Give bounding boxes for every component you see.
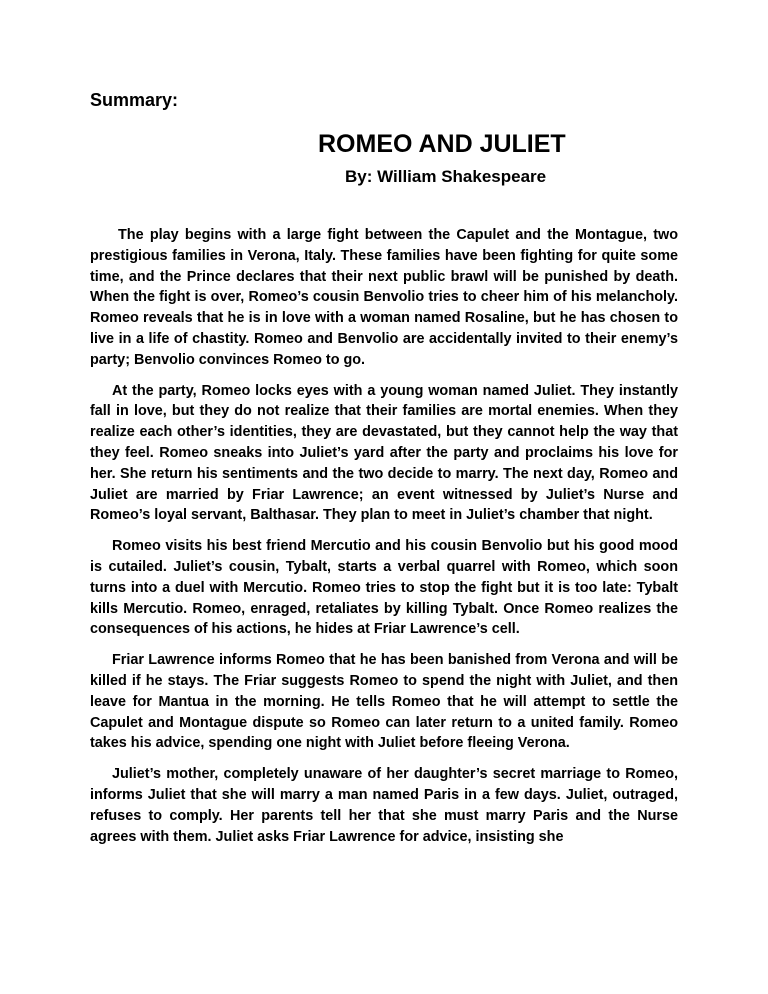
document-body	[90, 225, 678, 857]
paragraph-1: The play begins with a large fight between the Capulet and the Montague, two prestigious families in Verona, Italy. These families have been fighting for quite some time, and the Prince declares that their next public brawl will be punished by death. When the fight is over, Romeo’s cousin Benvolio tries to cheer him of his melancholy. Romeo reveals that he is in love with a woman named Rosaline, but he has chosen to live in a life of chastity. Romeo and Benvolio are accidentally invited to their enemy’s party; Benvolio convinces Romeo to go.	[90, 227, 678, 368]
paragraph-3: Romeo visits his best friend Mercutio and his cousin Benvolio but his good mood is cutailed. Juliet’s cousin, Tybalt, starts a verbal quarrel with Romeo, which soon turns into a duel with Mercutio. Romeo tries to stop the fight but it is too late: Tybalt kills Mercutio. Romeo, enraged, retaliates by killing Tybalt. Once Romeo realizes the consequences of his actions, he hides at Friar Lawrence’s cell.	[90, 538, 678, 638]
document-title: ROMEO AND JULIET	[318, 130, 566, 158]
paragraph-5: Juliet’s mother, completely unaware of her daughter’s secret marriage to Romeo, informs Juliet that she will marry a man named Paris in a few days. Juliet, outraged, refuses to comply. Her parents tell her that she must marry Paris and the Nurse agrees with them. Juliet asks Friar Lawrence for advice, insisting she	[90, 766, 678, 845]
paragraph-2: At the party, Romeo locks eyes with a young woman named Juliet. They instantly fall in love, but they do not realize that their families are mortal enemies. When they realize each other’s identities, they are devastated, but they cannot help the way that they feel. Romeo sneaks into Juliet’s yard after the party and proclaims his love for her. She return his sentiments and the two decide to marry. The next day, Romeo and Juliet are married by Friar Lawrence; an event witnessed by Juliet’s Nurse and Romeo’s loyal servant, Balthasar. They plan to meet in Juliet’s chamber that night.	[90, 382, 678, 524]
paragraph-4: Friar Lawrence informs Romeo that he has been banished from Verona and will be killed if he stays. The Friar suggests Romeo to spend the night with Juliet, and then leave for Mantua in the morning. He tells Romeo that he will attempt to settle the Capulet and Montague dispute so Romeo can later return to a united family. Romeo takes his advice, spending one night with Juliet before fleeing Verona.	[90, 652, 678, 752]
summary-label: Summary:	[90, 90, 179, 110]
document-author: By: William Shakespeare	[345, 167, 547, 186]
